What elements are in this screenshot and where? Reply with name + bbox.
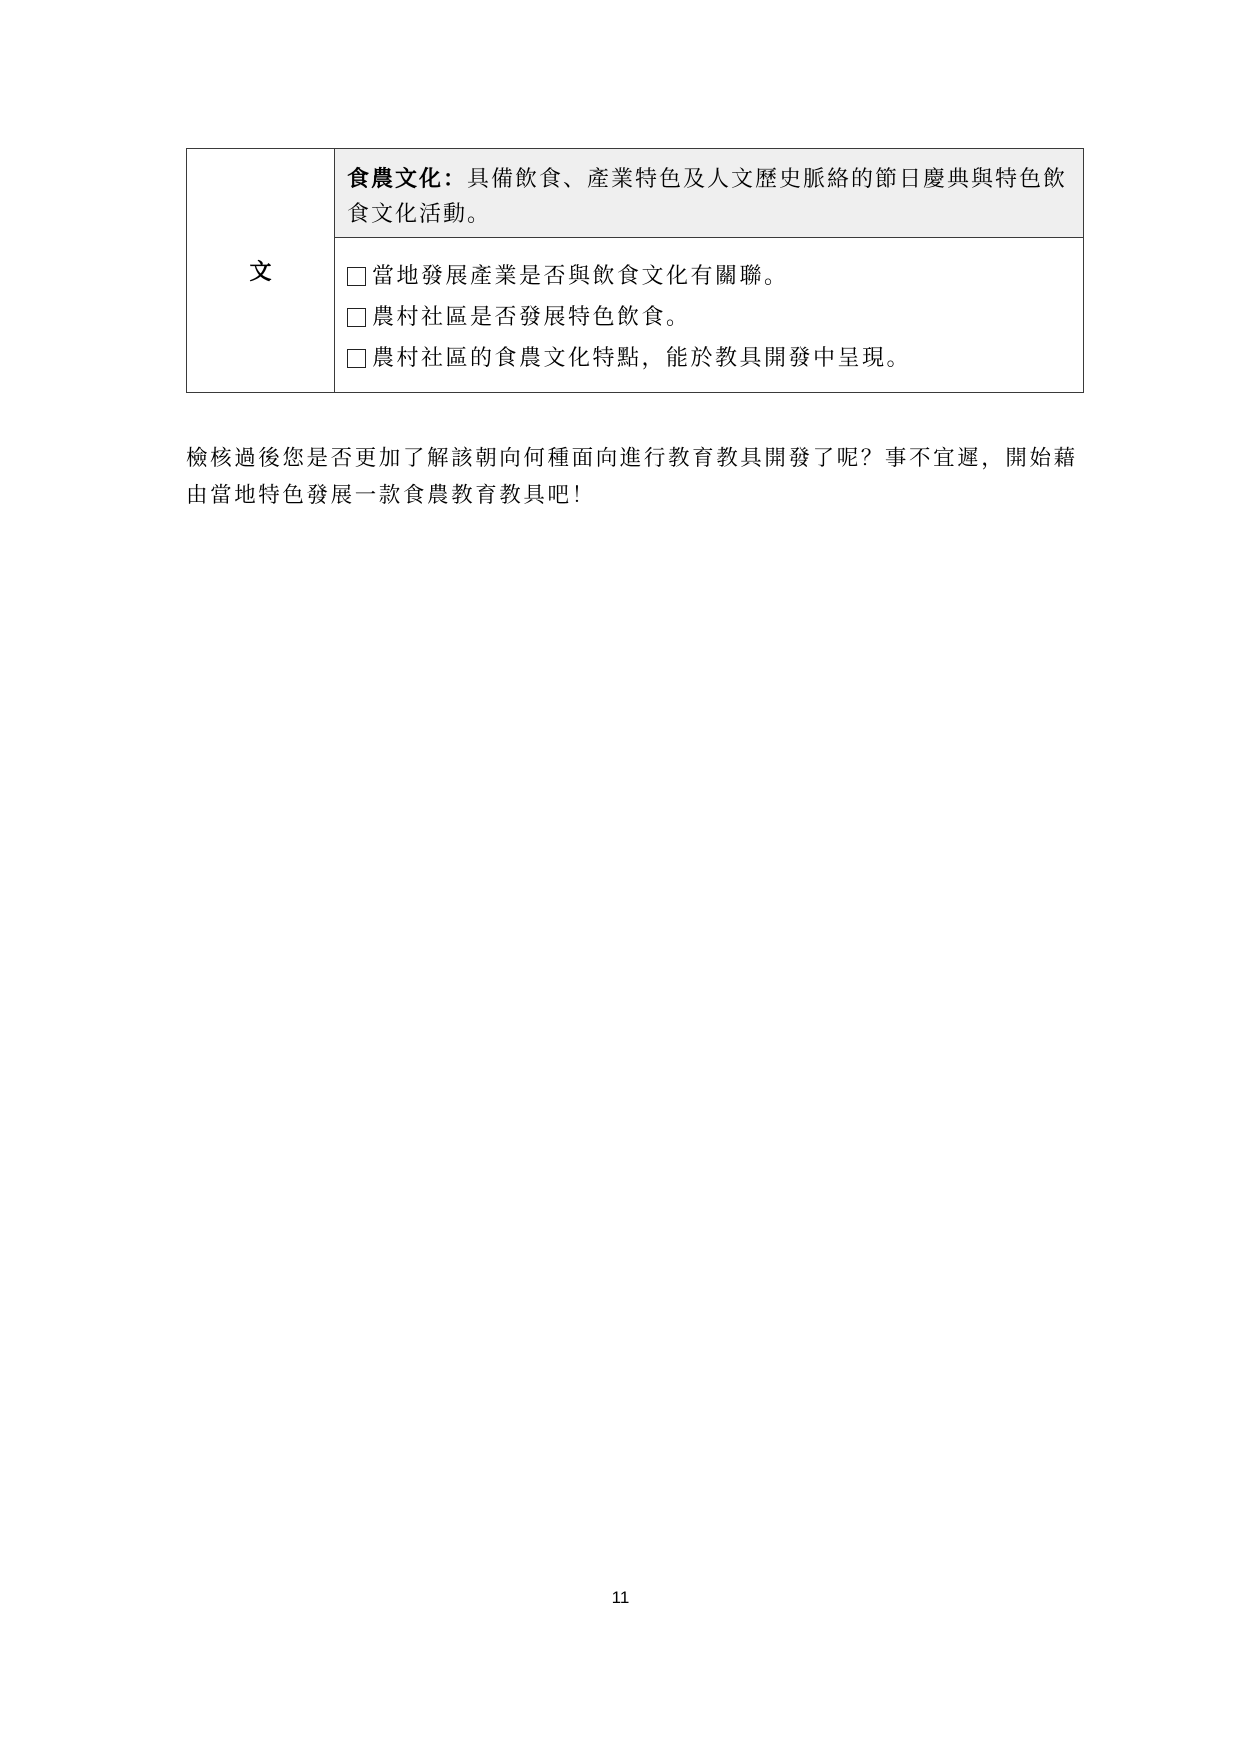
checklist-item [347,338,1073,379]
page-number: 11 [611,1588,630,1607]
checklist-header [335,149,1083,232]
checklist-item [347,256,1073,297]
header-description: 具備飲食、產業特色及人文歷史脈絡的節日慶典與特色飲食文化活動。 [347,167,1068,227]
checkbox[interactable] [347,308,366,327]
checklist-items [335,238,1083,379]
checklist-header-cell [335,149,1084,238]
checklist-table [186,148,1084,393]
checklist-item-label: 當地發展產業是否與飲食文化有關聯。 [372,264,789,289]
checklist-items-cell [335,238,1084,393]
checklist-item [347,297,1073,338]
checklist-item-label: 農村社區是否發展特色飲食。 [372,305,691,330]
category-label: 文 [187,149,335,393]
checkbox[interactable] [347,267,366,286]
body-paragraph: 檢核過後您是否更加了解該朝向何種面向進行教育教具開發了呢？事不宜遲，開始藉由當地特色發展一款食農教育教具吧！ [186,446,1078,508]
checkbox[interactable] [347,349,366,368]
checklist-item-label: 農村社區的食農文化特點，能於教具開發中呈現。 [372,346,912,371]
header-title: 食農文化： [347,166,468,192]
